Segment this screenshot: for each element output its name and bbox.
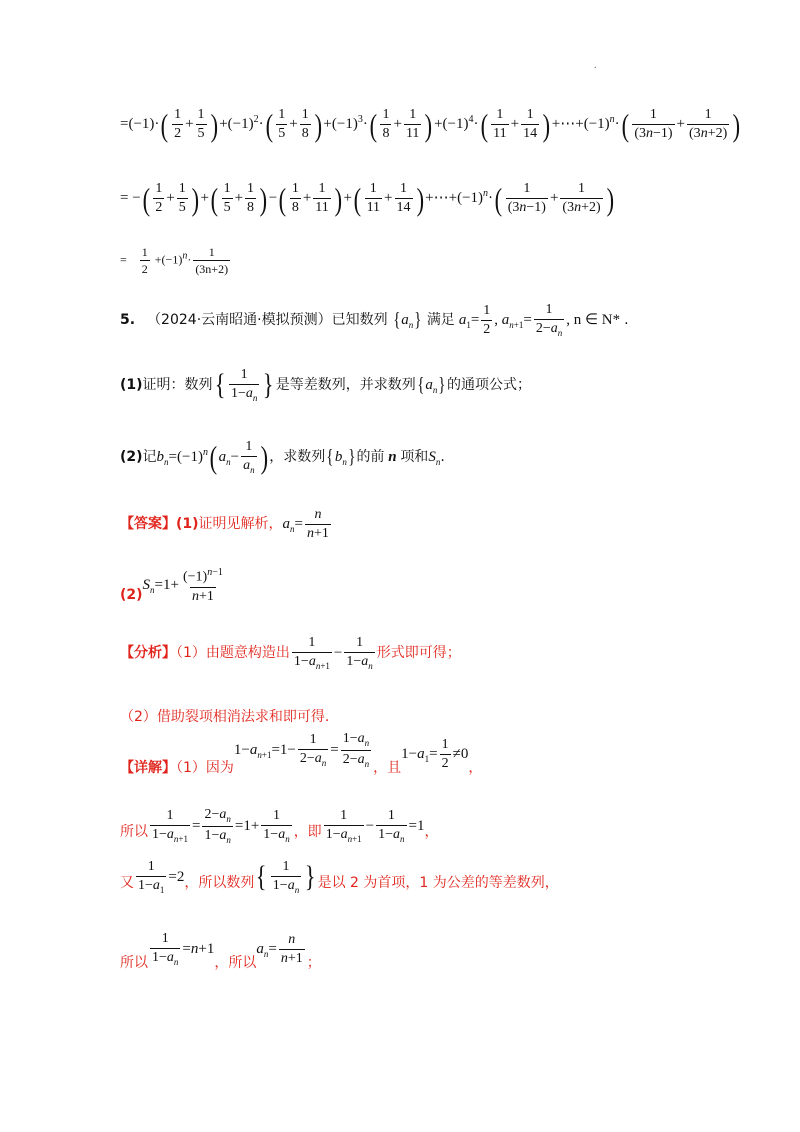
period: .	[624, 311, 629, 328]
detail-so2-end: ；	[306, 954, 321, 971]
detail-so1: 所以	[120, 823, 148, 840]
analysis-p1-text-a: 由题意构造出	[205, 644, 290, 661]
problem-source: （2024·云南昭通·模拟预测）已知数列	[147, 311, 388, 328]
detail-4: 所以 $\frac{1}{1-a_n}$ =n+1，所以$a_n=$ $\frac{n}{n+1}$ ；	[120, 931, 321, 971]
part2-text-d: 项和	[400, 448, 429, 465]
part1-text-c: 的通项公式；	[446, 376, 531, 393]
satisfy-text: 满足	[426, 311, 455, 328]
detail-p1-label: （1）	[176, 759, 206, 776]
half-den: 2	[141, 262, 148, 276]
part2-label: (2)	[120, 448, 143, 465]
detail-so2-mid: ，所以	[214, 954, 257, 971]
condition: $a_1=$ $\frac{1}{2}$ , $a_{n+1}=$ $\frac{1}{2-a_n}$ , n ∈ N*	[458, 302, 621, 338]
detail-3: 又 $\frac{1}{1-a_1}$ =2，所以数列{ $\frac{1}{1-a_n}$ } 是以 2 为首项，1 为公差的等差数列，	[120, 859, 559, 895]
answer-tag: 【答案】	[120, 515, 176, 532]
exp-n: n	[182, 250, 188, 262]
page-dot: .	[594, 60, 597, 71]
half-num: 1	[141, 245, 148, 259]
analysis-p2-text: （2）借助裂项相消法求和即可得.	[120, 709, 330, 725]
detail-you: 又	[120, 874, 134, 891]
problem-statement	[120, 303, 629, 338]
equation-line-2: = −( $\frac{1}{2}$ + $\frac{1}{5}$ ) +( $\frac{1}{5}$ + $\frac{1}{8}$ ) −( $\frac{1}{8}$ + $\frac{1}{11}$ ) +( $\frac{1}{11}$ + $\frac{1}{14}$ ) $+\cdots+(-1)^n\cdot$( $\frac{1}{(3n-1)}$ + $\frac{1}{(3n+2)}$ )	[120, 180, 614, 217]
answer1-label: (1)	[176, 515, 199, 532]
part2-text-b: ，求数列	[269, 448, 326, 465]
detail-p1-text-a: 因为	[205, 759, 234, 776]
analysis-tag: 【分析】	[120, 644, 176, 661]
answer2-label: (2)	[120, 587, 143, 604]
detail-so1-mid: ，即	[293, 823, 322, 840]
equation-line-1: =(−1)·( $\frac{1}{2}$ + $\frac{1}{5}$ ) $+(-1)^2\cdot$( $\frac{1}{5}$ + $\frac{1}{8}$ ) $+(-1)^3\cdot$( $\frac{1}{8}$ + $\frac{1}{11}$ ) $+(-1)^4\cdot$( $\frac{1}{11}$ + $\frac{1}{14}$ ) $+\cdots+(-1)^n\cdot$( $\frac{1}{(3n-1)}$ + $\frac{1}{(3n+2)}$ )	[120, 106, 741, 143]
equals-sign-3: =	[120, 252, 127, 267]
part2-text-a: 记	[142, 448, 157, 465]
detail-so1-end: ，	[424, 823, 439, 840]
analysis-p1-label: （1）	[176, 644, 206, 661]
part1-text-a: 证明：数列	[142, 376, 213, 393]
sequence-a: $\{a_n\}$	[392, 309, 422, 332]
part1-text-b: 是等差数列，并求数列	[275, 376, 416, 393]
analysis-p1-text-b: 形式即可得；	[376, 644, 461, 661]
minus-one: +(−1)	[154, 252, 183, 267]
equals-minus: = −	[120, 189, 141, 206]
detail-p1-text-c: ，	[468, 759, 483, 776]
detail-2: 所以 $\frac{1}{1-a_{n+1}}$ = $\frac{2-a_n}{1-a_n}$ =1+ $\frac{1}{1-a_n}$ ，即 $\frac{1}{1-a_{n+1}}$ − $\frac{1}{1-a_n}$ =1，	[120, 807, 439, 845]
frac-num: 1	[208, 245, 215, 259]
analysis-2	[120, 706, 329, 726]
detail-1: 【详解】（1）因为$1-a_{n+1}=1-$ $\frac{1}{2-a_n}$ = $\frac{1-a_n}{2-a_n}$ ，且$1-a_1=$ $\frac{1}{2}$ ≠0，	[120, 731, 483, 776]
part1-label: (1)	[120, 376, 143, 393]
detail-so2: 所以	[120, 954, 148, 971]
detail-tag: 【详解】	[120, 759, 176, 776]
detail-you-mid: ，所以数列	[184, 874, 255, 891]
detail-p1-text-b: ，且	[373, 759, 402, 776]
frac-den: (3n+2)	[195, 262, 229, 276]
answer-1: 【答案】(1)证明见解析，$a_n=$ $\frac{n}{n+1}$	[120, 507, 329, 541]
answer-2: $(2)S_n=1+$ $\frac{(-1)^{n-1}}{n+1}$	[120, 567, 223, 604]
problem-number: 5.	[120, 311, 136, 328]
condition-tail: , n ∈ N*	[566, 311, 621, 328]
analysis-1: 【分析】（1）由题意构造出 $\frac{1}{1-a_{n+1}}$ − $\frac{1}{1-a_n}$ 形式即可得；	[120, 635, 461, 671]
part-2: (2)记$b_n=(-1)^n$( $a_n-$ $\frac{1}{a_n}$ ) ，求数列$\{b_n\}$的前 n 项和$S_n$.	[120, 439, 445, 476]
part2-text-c: 的前	[356, 448, 385, 465]
equation-line-3: = $\frac{1}{2}$ $+(-1)^n\cdot$ $\frac{1}{(3n+2)}$	[120, 245, 229, 276]
equals-sign: =	[120, 115, 129, 132]
detail-you-end: 是以 2 为首项，1 为公差的等差数列，	[317, 874, 559, 891]
part2-text-e: .	[440, 448, 445, 465]
part-1: (1)证明：数列{ $\frac{1}{1-a_n}$ } 是等差数列，并求数列$\{a_n\}$的通项公式；	[120, 367, 531, 403]
answer1-text: 证明见解析，	[198, 515, 283, 532]
